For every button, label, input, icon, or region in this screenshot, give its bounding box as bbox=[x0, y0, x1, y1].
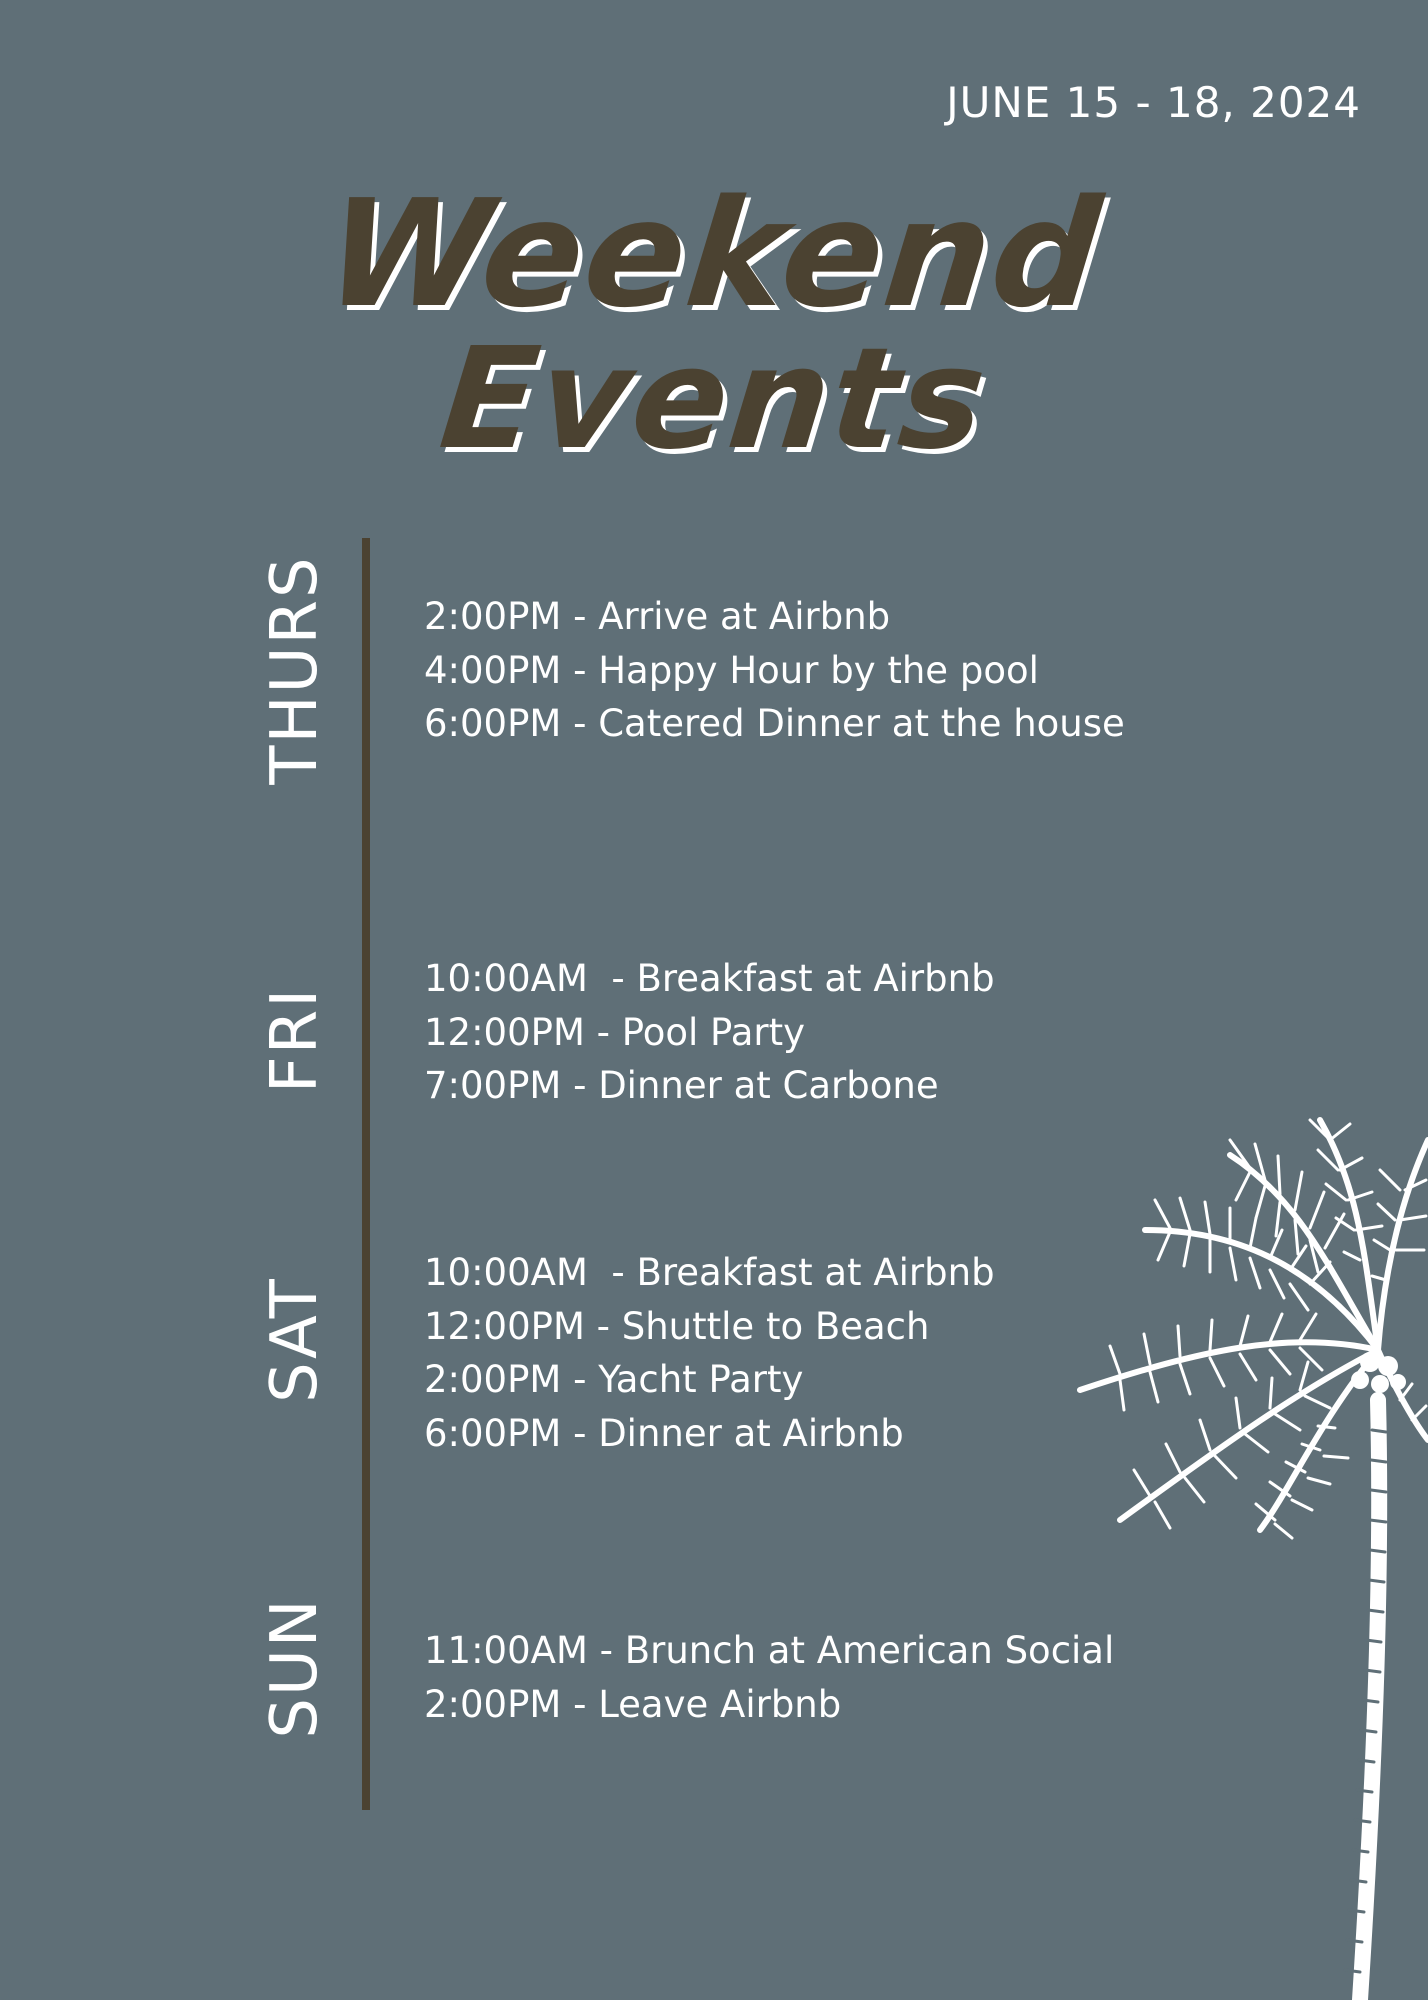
event-item: 2:00PM - Leave Airbnb bbox=[424, 1682, 842, 1726]
event-item: 10:00AM - Breakfast at Airbnb bbox=[424, 1251, 995, 1294]
palm-tree-icon bbox=[1060, 1100, 1428, 2000]
event-list-thurs bbox=[424, 590, 1125, 751]
event-item: 2:00PM - Yacht Party bbox=[424, 1358, 804, 1401]
timeline-divider bbox=[362, 538, 370, 1810]
event-item: 11:00AM - Brunch at American Social bbox=[424, 1629, 1115, 1672]
event-item: 10:00AM - Breakfast at Airbnb bbox=[424, 957, 995, 1000]
day-label-sun: SUN bbox=[258, 1597, 332, 1739]
day-label-thurs: THURS bbox=[258, 555, 332, 785]
day-label-fri: FRI bbox=[258, 986, 332, 1094]
title-line-weekend: Weekend bbox=[318, 168, 1110, 340]
event-list-sat bbox=[424, 1246, 995, 1460]
event-item: 12:00PM - Pool Party bbox=[424, 1010, 805, 1054]
event-item: 7:00PM - Dinner at Carbone bbox=[424, 1064, 939, 1107]
event-list-fri bbox=[424, 952, 995, 1113]
title-line-events: Events bbox=[433, 318, 995, 481]
event-item: 6:00PM - Catered Dinner at the house bbox=[424, 702, 1125, 745]
event-item: 4:00PM - Happy Hour by the pool bbox=[424, 648, 1039, 692]
event-list-sun bbox=[424, 1624, 1114, 1731]
event-item: 2:00PM - Arrive at Airbnb bbox=[424, 595, 891, 638]
event-date: JUNE 15 - 18, 2024 bbox=[946, 78, 1361, 127]
event-item: 12:00PM - Shuttle to Beach bbox=[424, 1304, 930, 1348]
day-label-sat: SAT bbox=[258, 1277, 332, 1403]
event-item: 6:00PM - Dinner at Airbnb bbox=[424, 1411, 904, 1455]
